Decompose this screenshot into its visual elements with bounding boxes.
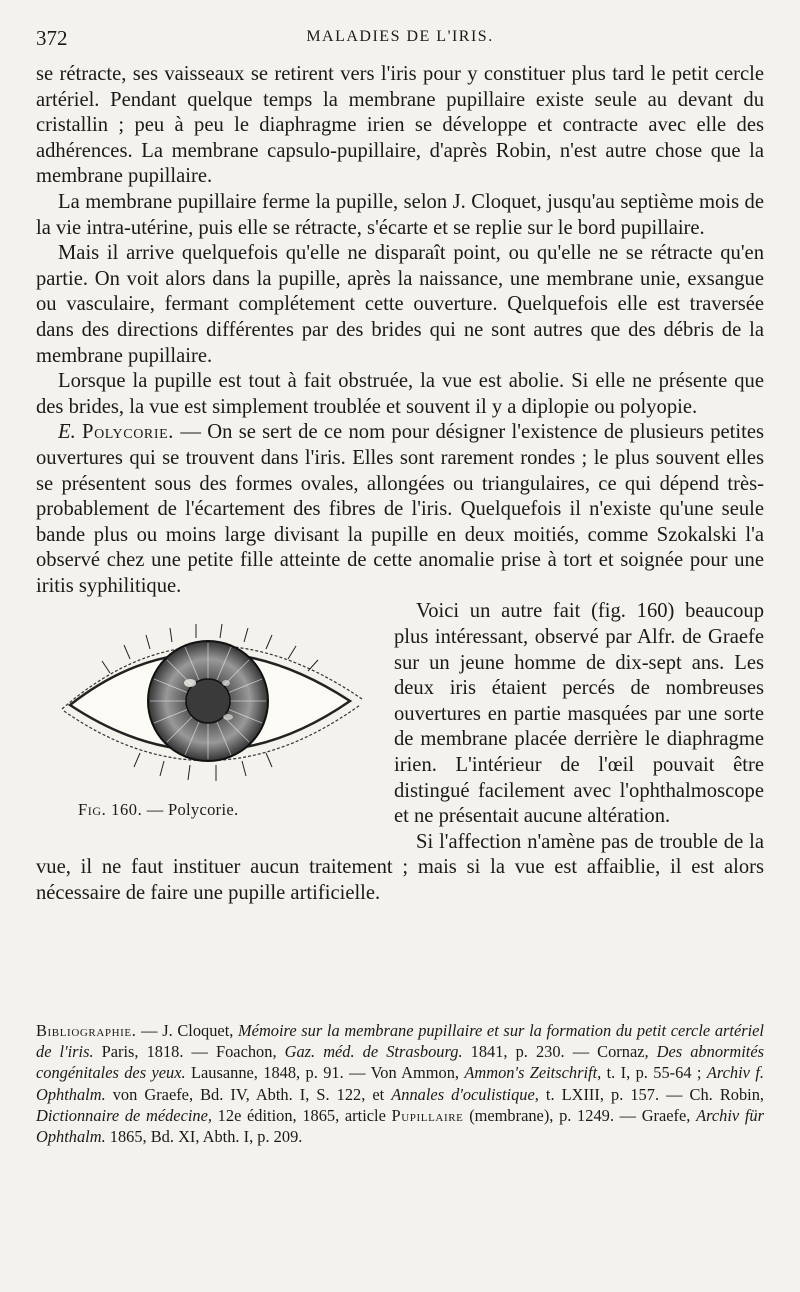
bibliography-label: Bibliographie.	[36, 1021, 137, 1040]
biblio-segment: — J. Cloquet,	[136, 1021, 239, 1040]
bibliography	[36, 1020, 764, 1147]
biblio-title: Gaz. méd. de Strasbourg.	[284, 1042, 463, 1062]
running-head: MALADIES DE L'IRIS.	[306, 28, 494, 45]
figure-caption	[56, 797, 238, 823]
paragraph-4: Lorsque la pupille est tout à fait obstruée, la vue est abolie. Si elle ne présente que des brides, la vue est simplement troublée et souvent il y a diplopie ou polyopie.	[36, 370, 764, 418]
eye-illustration	[50, 613, 370, 793]
figure-label: Fig. 160.	[78, 800, 143, 820]
polycorie-text: — On se sert de ce nom pour désigner l'existence de plusieurs petites ouvertures qui se trouvent dans l'iris. Elles sont rarement rondes ; le plus souvent elles se présentent sous des formes ovales, allongées ou triangulaires, ce qui dépend très-probablement de l'écartement des fibres de l'iris. Quelquefois il n'existe qu'une seule bande plus ou moins large divisant la pupille en deux moitiés, comme Szokalski l'a observé chez une petite fille atteinte de cette anomalie prise à tort et soignée pour une iritis syphilitique.	[36, 421, 765, 597]
paragraph-6	[36, 599, 764, 829]
biblio-segment: 1841, p. 230. — Cornaz,	[462, 1042, 657, 1062]
biblio-segment: Lausanne, 1848, p. 91. — Von Ammon,	[185, 1063, 465, 1083]
paragraph-1: se rétracte, ses vaisseaux se retirent vers l'iris pour y constituer plus tard le petit cercle artériel. Pendant quelque temps la membrane pupillaire existe seule au devant du cristallin ; peu à peu le diaphragme irien se développe et contracte avec elle des adhérences. La membrane capsulo-pupillaire, d'après Robin, n'est autre chose que la membrane pupillaire.	[36, 63, 764, 188]
paragraph-polycorie	[36, 420, 764, 599]
biblio-segment: t. I, p. 55-64 ;	[601, 1063, 707, 1083]
biblio-title: Des abnormités congénitales des yeux.	[36, 1042, 764, 1083]
biblio-title: Archiv für Ophthalm.	[36, 1105, 764, 1147]
biblio-title: Archiv f. Ophthalm.	[36, 1063, 764, 1104]
biblio-segment: Paris, 1818. — Foachon,	[93, 1042, 285, 1062]
section-heading: Polycorie.	[82, 421, 175, 444]
paragraph-2: La membrane pupillaire ferme la pupille, selon J. Cloquet, jusqu'au septième mois de la vie intra-utérine, puis elle se rétracte, s'écarte et se replie sur le bord pupillaire.	[36, 190, 764, 239]
biblio-segment: 12e édition, 1865, article	[211, 1105, 392, 1125]
biblio-segment: von Graefe, Bd. IV, Abth. I, S. 122, et	[105, 1084, 392, 1104]
page-header	[36, 26, 764, 56]
biblio-title: Dictionnaire de médecine,	[36, 1105, 212, 1125]
biblio-segment: 1865, Bd. XI, Abth. I, p. 209.	[105, 1127, 303, 1147]
figure-caption-text: — Polycorie.	[142, 800, 239, 820]
main-text	[36, 62, 764, 907]
figure-160	[36, 599, 386, 834]
biblio-title: Annales d'oculistique,	[391, 1084, 539, 1104]
paragraph-3: Mais il arrive quelquefois qu'elle ne disparaît point, ou qu'elle ne se rétracte qu'en partie. On voit alors dans la pupille, après la naissance, une membrane unie, exsangue ou vasculaire, fermant complétement cette ouverture. Quelquefois elle est traversée dans des directions différentes par des brides qui ne sont autres que des débris de la membrane pupillaire.	[36, 242, 764, 367]
biblio-title: Mémoire sur la membrane pupillaire et sur la formation du petit cercle artériel de l'iris.	[36, 1021, 764, 1062]
paragraph-6-text: Voici un autre fait (fig. 160) beaucoup plus intéressant, observé par Alfr. de Graefe sur un jeune homme de dix-sept ans. Les deux iris étaient percés de nombreuses ouvertures en partie masquées par une sorte de membrane placée derrière le diaphragme irien. L'intérieur de l'œil pouvait être distingué facilement avec l'ophthalmoscope et ne présentait aucune altération.	[394, 600, 764, 828]
section-letter: E.	[58, 421, 76, 444]
paragraph-7: Si l'affection n'amène pas de trouble de la vue, il ne faut instituer aucun traitement ; mais si la vue est affaiblie, il est alors nécessaire de faire une pupille artificielle.	[36, 830, 764, 904]
biblio-smallcaps: Pupillaire	[391, 1105, 464, 1125]
biblio-title: Ammon's Zeitschrift,	[464, 1063, 602, 1083]
biblio-segment: t. LXIII, p. 157. — Ch. Robin,	[538, 1084, 764, 1104]
biblio-segment: (membrane), p. 1249. — Graefe,	[463, 1105, 697, 1125]
page-number: 372	[36, 26, 68, 50]
bibliography-text	[36, 1020, 764, 1147]
